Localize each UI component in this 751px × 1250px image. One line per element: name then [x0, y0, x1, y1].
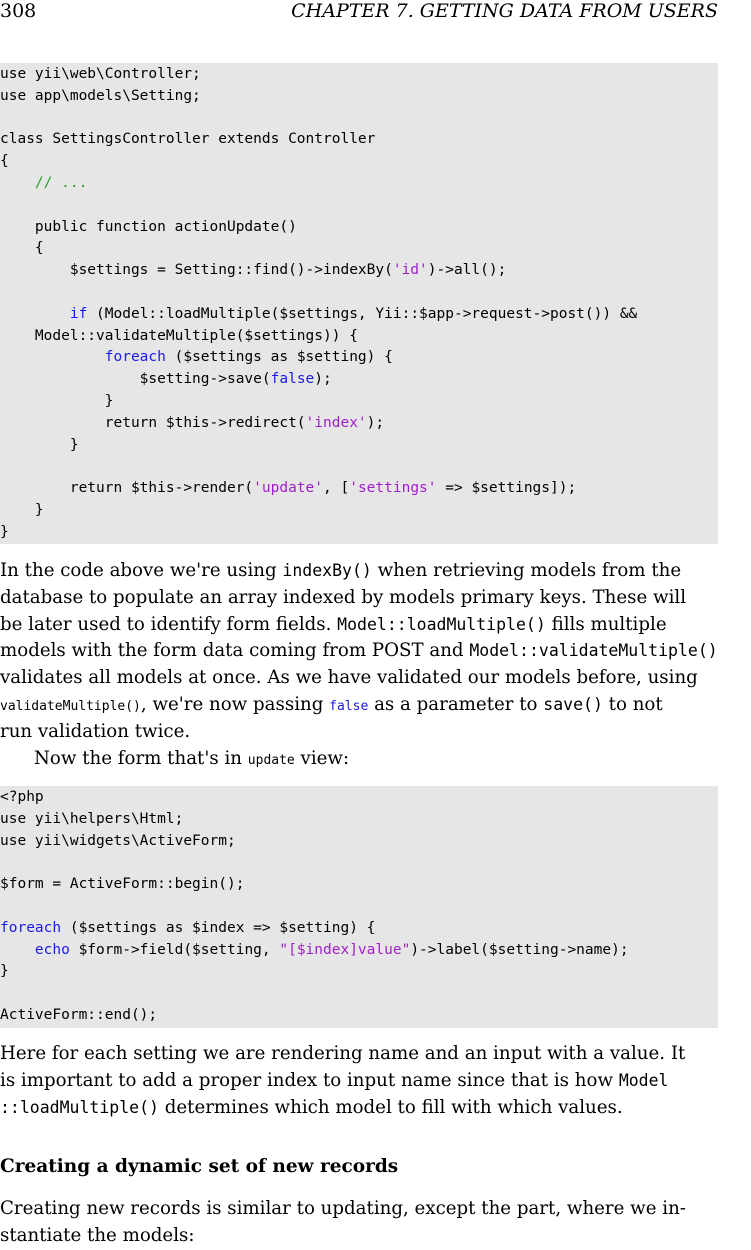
code-token: <?php	[0, 789, 44, 805]
code-token: $form = ActiveForm::begin();	[0, 876, 245, 893]
code-token: return $this->redirect(	[0, 414, 306, 431]
code-line	[0, 304, 718, 326]
inline-code: save()	[543, 694, 603, 714]
inline-code: Model::loadMultiple()	[337, 614, 546, 634]
code-line	[0, 391, 718, 413]
code-token: ($settings as $setting) {	[165, 349, 393, 366]
text-run: run validation twice.	[0, 720, 191, 742]
text-run: view:	[294, 747, 350, 769]
code-line	[0, 983, 718, 1005]
code-line	[0, 413, 718, 435]
text-run: , we're now passing	[140, 693, 330, 715]
inline-code: ::loadMultiple()	[0, 1097, 159, 1117]
code-token	[0, 306, 70, 322]
code-line	[0, 831, 718, 853]
text-line	[0, 746, 718, 773]
code-token: public function actionUpdate()	[0, 218, 297, 235]
text-line	[0, 1041, 718, 1068]
code-line	[0, 260, 718, 282]
code-token: return $this->render(	[0, 480, 254, 497]
code-token: class SettingsController extends Controller	[0, 131, 376, 148]
code-block-settings-controller	[0, 63, 718, 544]
code-line	[0, 940, 718, 962]
text-line	[0, 638, 718, 665]
code-line	[0, 151, 718, 173]
code-line	[0, 809, 718, 831]
code-token: echo	[34, 941, 70, 958]
inline-code: Model::validateMultiple()	[469, 641, 718, 661]
text-line	[0, 1223, 718, 1250]
running-head: CHAPTER 7. GETTING DATA FROM USERS	[291, 0, 718, 22]
text-run: as a parameter to	[368, 693, 544, 715]
code-line	[0, 282, 718, 304]
text-run: validates all models at once. As we have validated our models before, using	[0, 667, 698, 689]
text-line	[0, 692, 718, 719]
inline-code: false	[329, 698, 369, 714]
code-line	[0, 64, 718, 86]
code-line	[0, 852, 718, 874]
section-heading: Creating a dynamic set of new records	[0, 1156, 399, 1177]
code-token	[0, 349, 105, 365]
text-line	[0, 558, 718, 585]
code-line	[0, 173, 718, 195]
code-token: {	[0, 240, 44, 257]
code-line	[0, 435, 718, 457]
code-token: // ...	[34, 174, 88, 191]
code-line	[0, 478, 718, 500]
paragraph-index-note	[0, 1041, 718, 1121]
inline-code: validateMultiple()	[0, 698, 141, 714]
text-run: Creating new records is similar to updating, except the part, where we in-	[0, 1198, 686, 1219]
inline-code: Model	[618, 1070, 669, 1090]
code-token: }	[0, 523, 9, 540]
code-token: $setting->save(	[0, 371, 271, 388]
text-run: models with the form data coming from POST and	[0, 640, 470, 662]
code-line	[0, 129, 718, 151]
text-run: stantiate the models:	[0, 1224, 195, 1246]
code-line	[0, 238, 718, 260]
code-token: if	[69, 305, 88, 322]
code-line	[0, 456, 718, 478]
code-line	[0, 500, 718, 522]
code-token: {	[0, 153, 9, 170]
code-token: 'index'	[305, 414, 367, 431]
code-line	[0, 522, 718, 544]
code-line	[0, 787, 718, 809]
text-line	[0, 612, 718, 639]
code-line	[0, 217, 718, 239]
code-token: 'id'	[392, 262, 428, 279]
page-header	[0, 0, 718, 22]
text-line	[0, 665, 718, 692]
code-token: );	[314, 371, 332, 388]
code-line	[0, 874, 718, 896]
paragraph-creating-records	[0, 1196, 718, 1250]
text-run: database to populate an array indexed by models primary keys. These will	[0, 586, 687, 608]
text-run: Now the form that's in	[34, 747, 248, 769]
code-token: }	[0, 436, 79, 453]
text-run: is important to add a proper index to input name since that is how	[0, 1069, 619, 1091]
code-token: => $settings]);	[436, 480, 577, 497]
text-run: Here for each setting we are rendering name and an input with a value. It	[0, 1043, 686, 1064]
code-line	[0, 195, 718, 217]
code-line	[0, 961, 718, 983]
code-line	[0, 326, 718, 348]
text-line	[0, 1196, 718, 1223]
code-token: use app\models\Setting;	[0, 87, 201, 104]
code-token	[0, 942, 35, 958]
code-line	[0, 1005, 718, 1027]
code-token: 'settings'	[349, 480, 437, 497]
code-token: use yii\web\Controller;	[0, 66, 201, 82]
paragraph-explanation	[0, 558, 718, 772]
code-token: ($settings as $index => $setting) {	[61, 919, 376, 936]
code-token: use yii\widgets\ActiveForm;	[0, 832, 236, 849]
code-line	[0, 86, 718, 108]
text-line	[0, 1095, 718, 1122]
code-line	[0, 896, 718, 918]
text-run: In the code above we're using	[0, 560, 283, 581]
code-line	[0, 347, 718, 369]
code-token: )->all();	[427, 262, 507, 279]
inline-code: update	[247, 752, 295, 768]
page-number: 308	[0, 0, 37, 22]
code-token: use yii\helpers\Html;	[0, 810, 184, 827]
code-token: $form->field($setting,	[69, 941, 280, 958]
text-run: when retrieving models from the	[371, 560, 682, 581]
code-token: foreach	[0, 919, 62, 936]
text-line	[0, 585, 718, 612]
code-token: 'update'	[253, 480, 324, 497]
code-token: )->label($setting->name);	[410, 941, 629, 958]
code-token	[0, 175, 35, 191]
code-token: "[$index]value"	[279, 941, 411, 958]
code-token: }	[0, 392, 114, 409]
code-token: ActiveForm::end();	[0, 1006, 158, 1023]
code-token: Model::validateMultiple($settings)) {	[0, 327, 358, 344]
code-line	[0, 918, 718, 940]
code-block-update-view	[0, 786, 718, 1028]
text-line	[0, 719, 718, 746]
code-token: );	[366, 414, 385, 431]
text-run: fills multiple	[545, 613, 667, 635]
text-run: to not	[602, 693, 663, 715]
inline-code: indexBy()	[282, 561, 372, 580]
code-line	[0, 108, 718, 130]
code-line	[0, 369, 718, 391]
code-token: (Model::loadMultiple($settings, Yii::$app->request->post()) &&	[87, 305, 638, 322]
text-run: determines which model to fill with which values.	[158, 1096, 623, 1118]
code-token: , [	[323, 480, 350, 497]
text-run: be later used to identify form fields.	[0, 613, 338, 635]
code-token: }	[0, 963, 9, 980]
code-token: }	[0, 501, 44, 518]
text-line	[0, 1068, 718, 1095]
code-token: foreach	[104, 349, 166, 366]
code-token: false	[270, 371, 315, 388]
code-token: $settings = Setting::find()->indexBy(	[0, 262, 393, 279]
